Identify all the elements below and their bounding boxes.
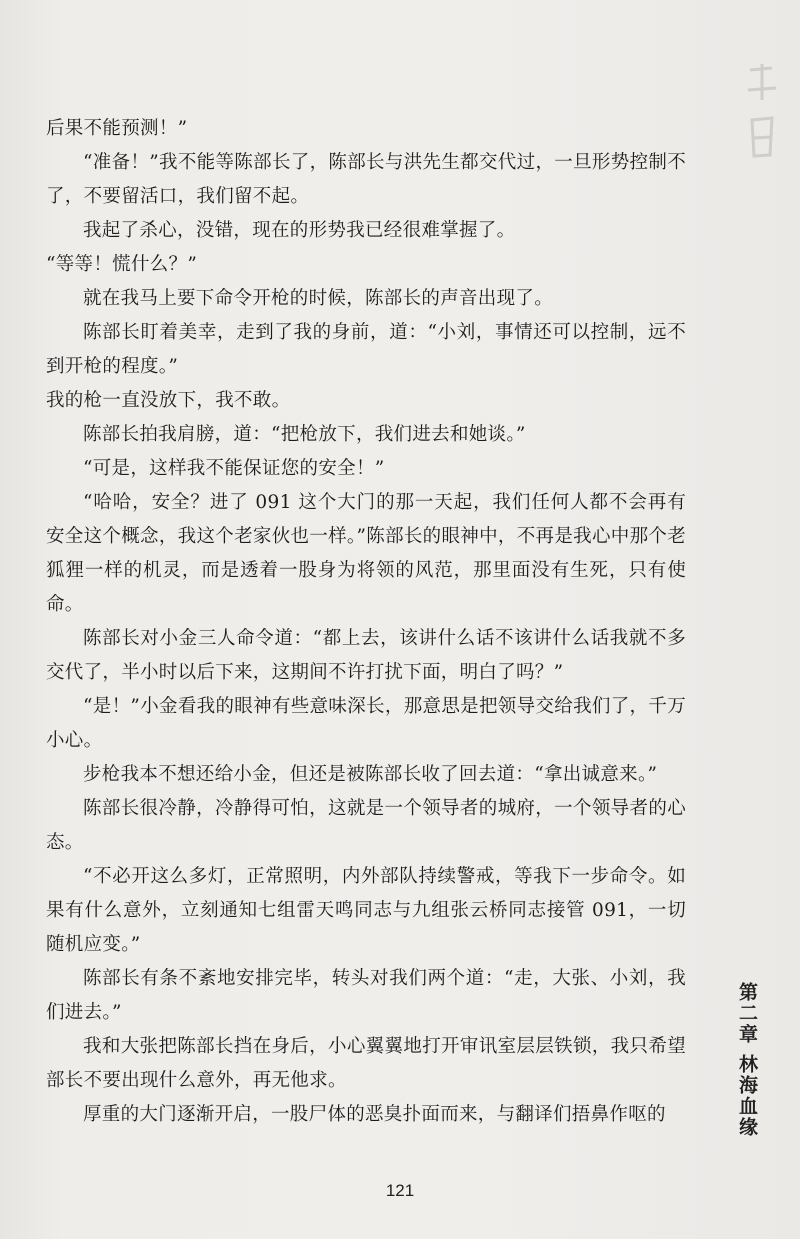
- paragraph: 陈部长盯着美幸，走到了我的身前，道：“小刘，事情还可以控制，远不到开枪的程度。”: [46, 322, 686, 377]
- paragraph: “可是，这样我不能保证您的安全！”: [83, 458, 385, 479]
- paragraph: “等等！慌什么？”: [46, 254, 198, 275]
- page-number: 121: [385, 1181, 415, 1200]
- paragraph: 陈部长有条不紊地安排完毕，转头对我们两个道：“走，大张、小刘，我们进去。”: [46, 968, 686, 1023]
- paragraph: 后果不能预测！”: [46, 118, 188, 139]
- paragraph: 我和大张把陈部长挡在身后，小心翼翼地打开审讯室层层铁锁，我只希望部长不要出现什么意外，再无他求。: [46, 1036, 686, 1091]
- paragraph: “是！”小金看我的眼神有些意味深长，那意思是把领导交给我们了，千万小心。: [46, 696, 686, 751]
- paragraph: 陈部长很冷静，冷静得可怕，这就是一个领导者的城府，一个领导者的心态。: [46, 798, 686, 853]
- paragraph: 我的枪一直没放下，我不敢。: [46, 390, 291, 411]
- paragraph: 我起了杀心，没错，现在的形势我已经很难掌握了。: [83, 220, 516, 241]
- paragraph: 就在我马上要下命令开枪的时候，陈部长的声音出现了。: [83, 288, 554, 309]
- paragraph: 陈部长对小金三人命令道：“都上去，该讲什么话不该讲什么话我就不多交代了，半小时以后下来，这期间不许打扰下面，明白了吗？”: [46, 628, 686, 683]
- paragraph: “哈哈，安全？进了 091 这个大门的那一天起，我们任何人都不会再有安全这个概念，我这个老家伙也一样。”陈部长的眼神中，不再是我心中那个老狐狸一样的机灵，而是透着一股身为将领的风范，那里面没有生死，只有使命。: [46, 492, 686, 615]
- paragraph: 步枪我本不想还给小金，但还是被陈部长收了回去道：“拿出诚意来。”: [83, 764, 658, 785]
- paragraph: 厚重的大门逐渐开启，一股尸体的恶臭扑面而来，与翻译们捂鼻作呕的: [83, 1104, 666, 1125]
- body-text: [46, 112, 686, 1132]
- paragraph: “准备！”我不能等陈部长了，陈部长与洪先生都交代过，一旦形势控制不了，不要留活口，我们留不起。: [46, 152, 686, 207]
- paragraph: “不必开这么多灯，正常照明，内外部队持续警戒，等我下一步命令。如果有什么意外，立刻通知七组雷天鸣同志与九组张云桥同志接管 091，一切随机应变。”: [46, 866, 686, 955]
- show-through-decoration: [742, 60, 782, 170]
- chapter-side-title: 第二章 林海血缘: [736, 982, 758, 1138]
- paragraph: 陈部长拍我肩膀，道：“把枪放下，我们进去和她谈。”: [83, 424, 526, 445]
